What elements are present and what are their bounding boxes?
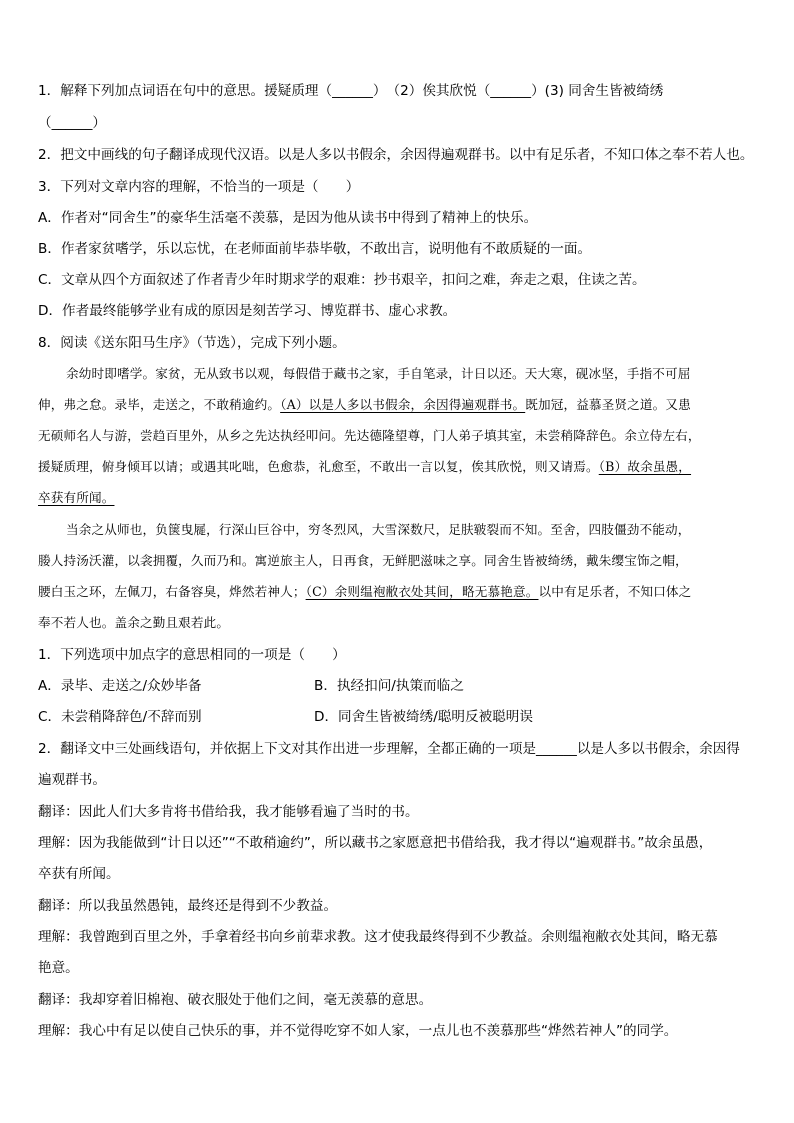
- passage-p2-line-4: 奉不若人也。盖余之勤且艰若此。: [38, 615, 230, 630]
- translation-3: 翻译：我却穿着旧棉袍、破衣服处于他们之间，毫无羡慕的意思。: [38, 992, 433, 1008]
- passage-text: 既加冠，益慕圣贤之道。又患: [525, 397, 691, 412]
- q3-option-d: D．作者最终能够学业有成的原因是刻苦学习、博览群书、虚心求教。: [38, 303, 457, 319]
- understanding-3: 理解：我心中有足以使自己快乐的事，并不觉得吃穿不如人家，一点儿也不羡慕那些“烨然若神人”的同学。: [38, 1023, 678, 1039]
- sub2-stem-text: 以是人多以书假余，余因得: [576, 741, 740, 757]
- passage-text: 伸，弗之怠。录毕，走送之，不敢稍逾约。: [38, 397, 281, 412]
- underlined-sentence-b: （B）故余虽愚，: [598, 459, 692, 474]
- q3-option-a: A．作者对“同舍生”的豪华生活毫不羡慕，是因为他从读书中得到了精神上的快乐。: [38, 210, 538, 226]
- q1-line-1: 1．解释下列加点词语在句中的意思。援疑质理（______） （2）俟其欣悦（______）(3) 同舍生皆被绮绣: [38, 83, 664, 99]
- sub1-row-1: [38, 676, 764, 696]
- q1-line-2: （______）: [38, 115, 106, 131]
- passage-p2-line-1: 当余之从师也，负箧曳屣，行深山巨谷中，穷冬烈风，大雪深数尺，足肤皲裂而不知。至舍，四肢僵劲不能动，: [66, 522, 691, 537]
- sub2-stem-line-2: 遍观群书。: [38, 772, 106, 788]
- passage-p2-line-3: [38, 582, 764, 602]
- passage-text: 援疑质理，俯身倾耳以请；或遇其叱咄，色愈恭，礼愈至，不敢出一言以复，俟其欣悦，则又请焉。: [38, 459, 599, 474]
- understanding-2-line-2: 艳意。: [38, 960, 79, 976]
- sub2-stem-text: 2．翻译文中三处画线语句，并依据上下文对其作出进一步理解，全都正确的一项是: [38, 741, 537, 757]
- sub1-option-c: C．未尝稍降辞色/不辞而别: [38, 709, 202, 725]
- answer-blank: ______: [536, 741, 577, 757]
- passage-p1-line-5: [38, 488, 764, 508]
- understanding-1-line-1: 理解：因为我能做到“计日以还”“不敢稍逾约”，所以藏书之家愿意把书借给我，我才得以“遍观群书。”故余虽愚，: [38, 835, 713, 851]
- passage-text: 以中有足乐者，不知口体之: [538, 584, 692, 599]
- sub1-option-a: A．录毕、走送之/众妙毕备: [38, 678, 202, 694]
- sub2-stem-line-1: [38, 739, 764, 759]
- sub1-option-b: B．执经扣问/执策而临之: [314, 678, 464, 694]
- understanding-2-line-1: 理解：我曾跑到百里之外，手拿着经书向乡前辈求教。这才使我最终得到不少教益。余则缊袍敝衣处其间，略无慕: [38, 929, 718, 945]
- passage-text: 腰白玉之环，左佩刀，右备容臭，烨然若神人；: [38, 584, 306, 599]
- understanding-1-line-2: 卒获有所闻。: [38, 866, 120, 882]
- sub1-row-2: [38, 707, 764, 727]
- q3-stem: 3．下列对文章内容的理解，不恰当的一项是（ ）: [38, 179, 360, 195]
- passage-p1-line-2: [38, 395, 764, 415]
- translation-1: 翻译：因此人们大多肯将书借给我，我才能够看遍了当时的书。: [38, 804, 419, 820]
- underlined-sentence-c: （C）余则缊袍敝衣处其间，略无慕艳意。: [305, 584, 539, 599]
- passage-p2-line-2: 媵人持汤沃灌，以衾拥覆，久而乃和。寓逆旅主人，日再食，无鲜肥滋味之享。同舍生皆被绮绣，戴朱缨宝饰之帽，: [38, 553, 688, 568]
- passage-p1-line-3: 无硕师名人与游，尝趋百里外，从乡之先达执经叩问。先达德隆望尊，门人弟子填其室，未尝稍降辞色。余立侍左右，: [38, 428, 701, 443]
- sub1-option-d: D．同舍生皆被绮绣/聪明反被聪明误: [314, 709, 533, 725]
- q2-line: 2．把文中画线的句子翻译成现代汉语。以是人多以书假余，余因得遍观群书。以中有足乐者，不知口体之奉不若人也。: [38, 147, 754, 163]
- passage-p1-line-4: [38, 457, 764, 477]
- underlined-sentence-a: （A）以是人多以书假余，余因得遍观群书。: [280, 397, 526, 412]
- translation-2: 翻译：所以我虽然愚钝，最终还是得到不少教益。: [38, 898, 338, 914]
- passage-p1-line-1: 余幼时即嗜学。家贫，无从致书以观，每假借于藏书之家，手自笔录，计日以还。天大寒，砚冰坚，手指不可屈: [66, 366, 691, 381]
- underlined-sentence-b-cont: 卒获有所闻。: [38, 490, 115, 505]
- q3-option-c: C．文章从四个方面叙述了作者青少年时期求学的艰难：抄书艰辛，扣问之难，奔走之艰，住读之苦。: [38, 272, 646, 288]
- q3-option-b: B．作者家贫嗜学，乐以忘忧，在老师面前毕恭毕敬，不敢出言，说明他有不敢质疑的一面。: [38, 241, 592, 257]
- q8-title: 8．阅读《送东阳马生序》（节选），完成下列小题。: [38, 335, 346, 351]
- sub1-stem: 1．下列选项中加点字的意思相同的一项是（ ）: [38, 647, 346, 663]
